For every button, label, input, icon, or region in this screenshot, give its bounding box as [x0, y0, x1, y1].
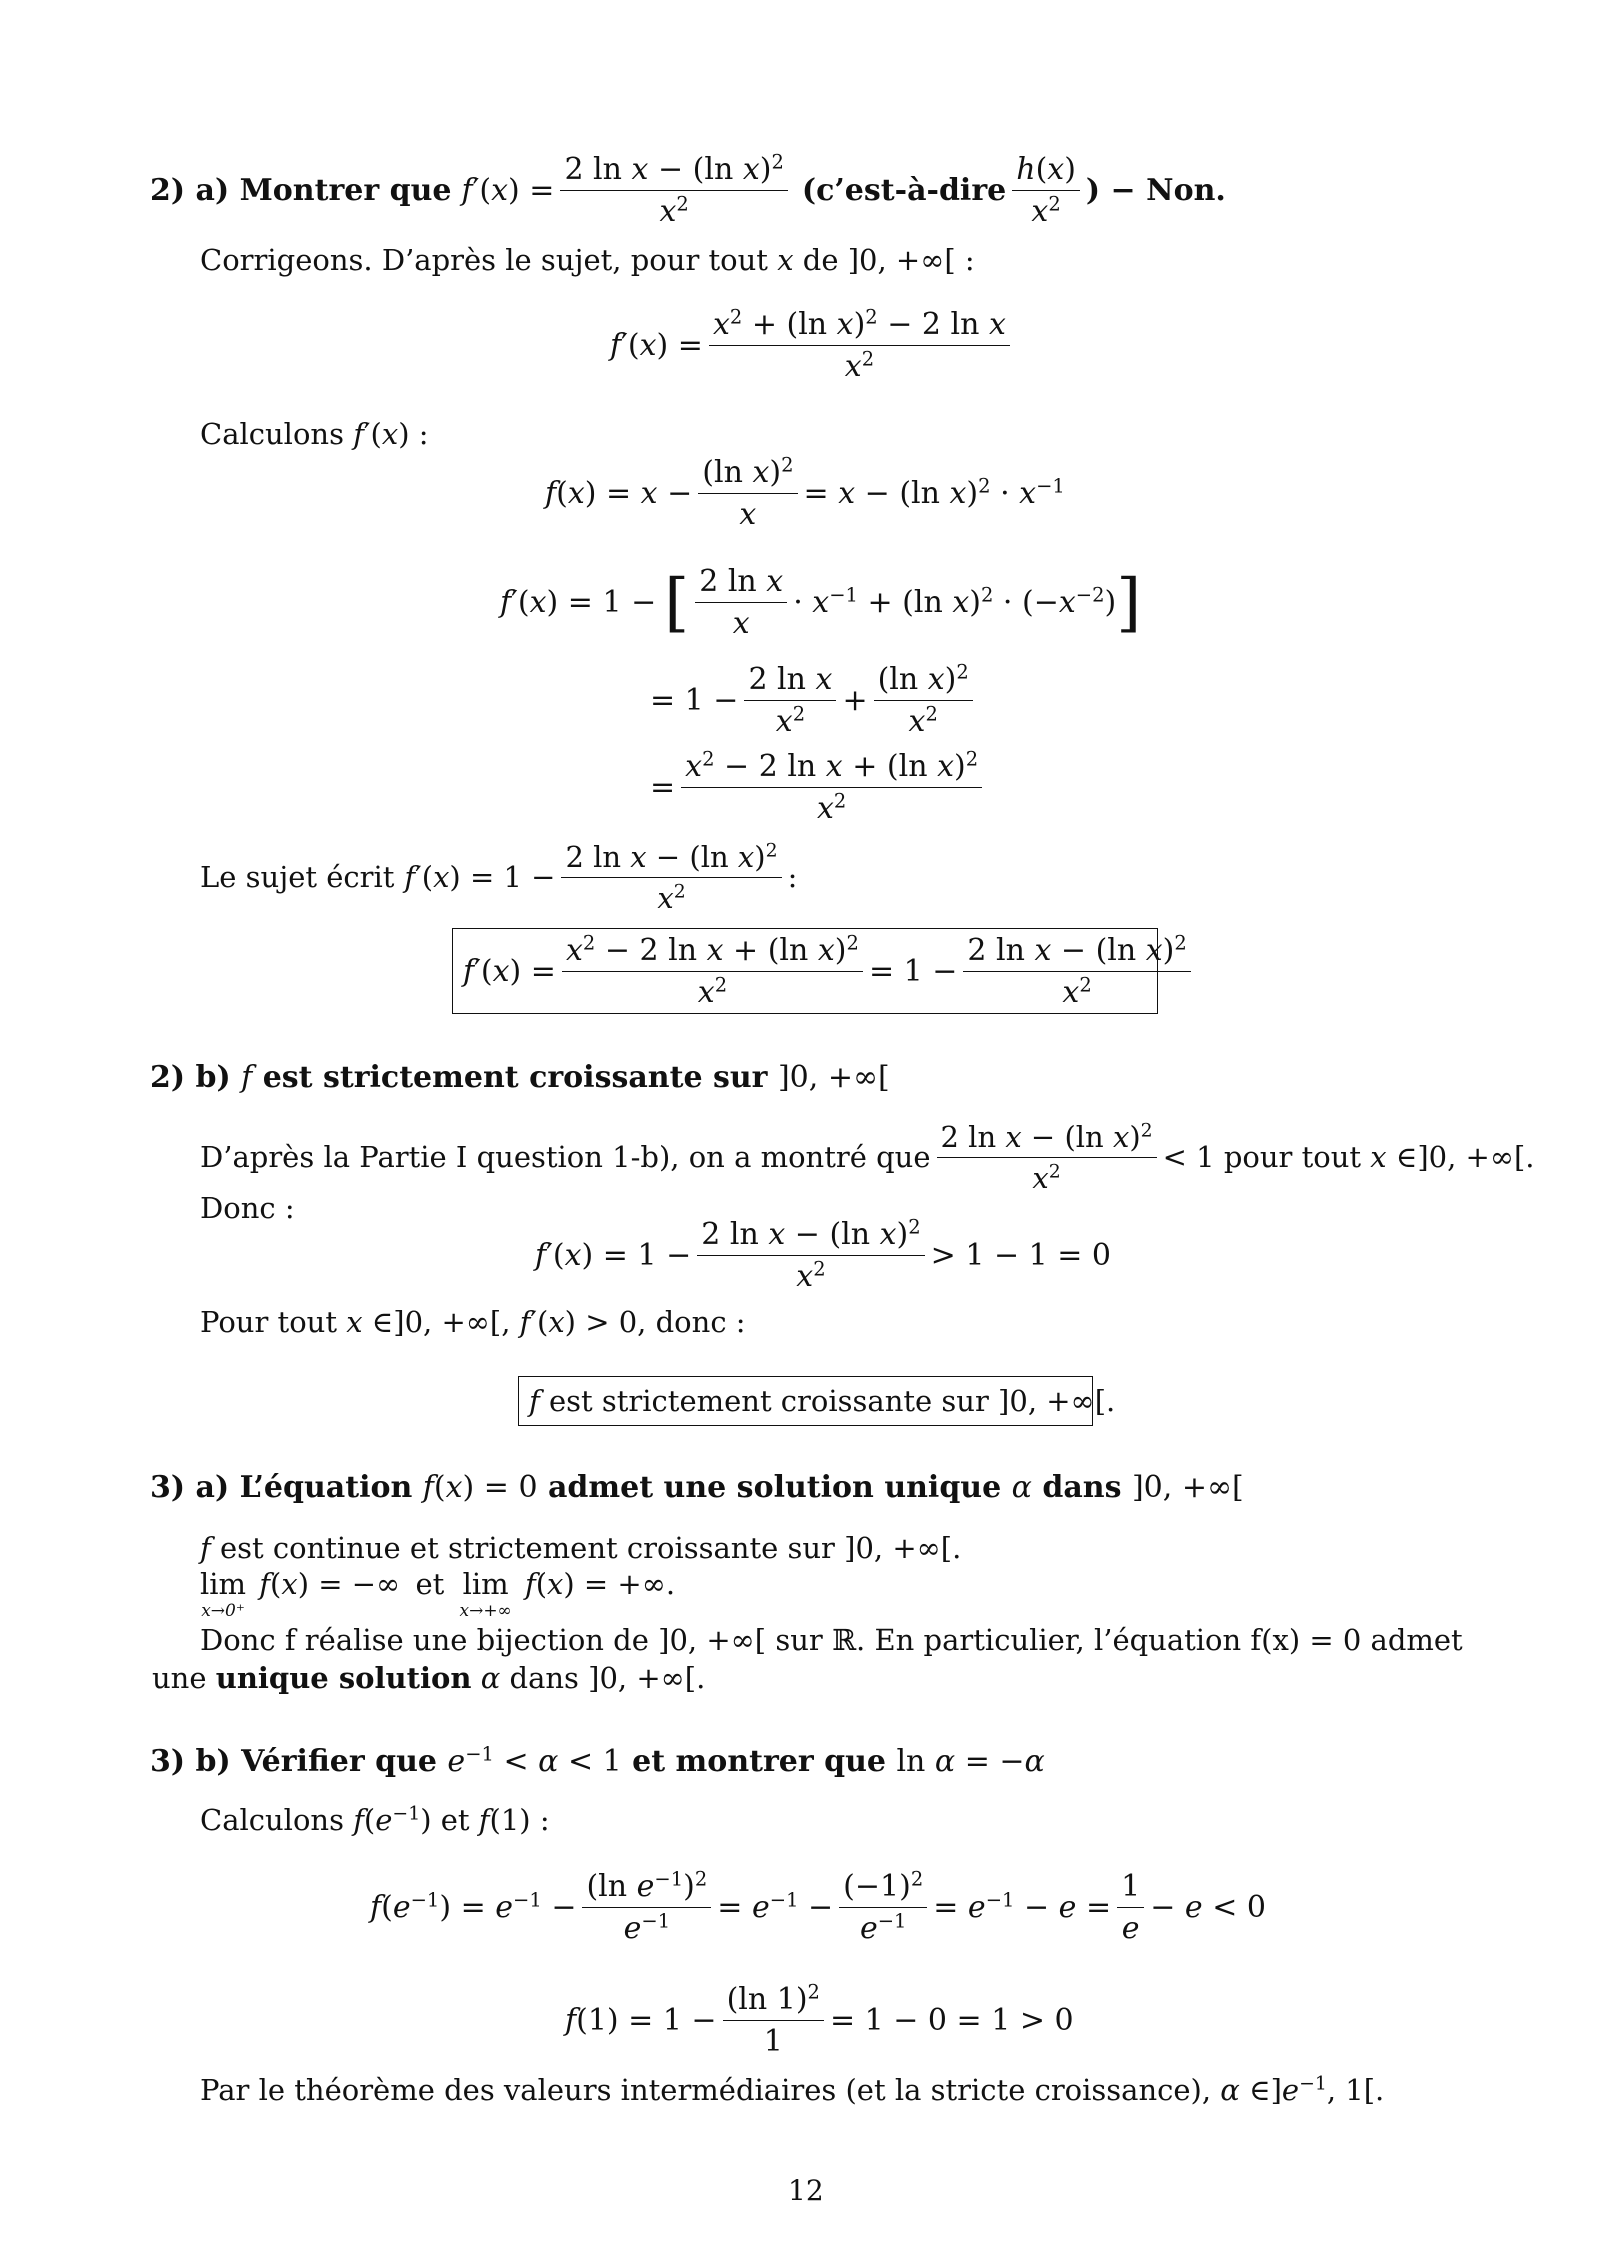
- eq-f-one: f(1) = 1 − $\frac{(\ln 1)^2}{1}$ = 1 − 0 = 1 > 0: [565, 1979, 1074, 2059]
- calc-values-line: Calculons $f(e^{-1})$ et f(1) :: [200, 1803, 550, 1837]
- heading-3a: 3) a) L’équation f(x) = 0 admet une solution unique α dans ]0, +∞[: [150, 1470, 1244, 1505]
- eq-f-e-inverse: $f(e^{-1}) = e^{-1}$ − $\frac{(\ln e^{-1})^2}{e^{-1}}$ = $e^{-1}$ − $\frac{(-1)^2}{e^{-1}}$ = $e^{-1} - e$ = $\frac{1}{e}$ − e < 0: [370, 1866, 1266, 1946]
- eq-fprime-step1: f′(x) = 1 − [ $\frac{\text{2 ln x}}{x}$ · $x^{-1} + (\ln$ $x)^2 \cdot (-x^{-2})$ ]: [500, 564, 1142, 641]
- heading-2a: 2) a) Montrer que f′(x) = $\frac{2 \ln x - (\ln x)^2}{x^2}$ (c’est-à-dire $\frac{h(x)}{x^2}$ ) − Non.: [150, 149, 1226, 229]
- eq-fprime-sujet: f′(x) = $\frac{x^2 + (\ln x)^2 - 2 \ln x}{x^2}$: [610, 300, 1016, 390]
- intro-line: Corrigeons. D’après le sujet, pour tout x de ]0, +∞[ :: [200, 243, 975, 277]
- boxed-result-fprime: f′(x) = $\frac{x^2 - 2 \ln x + (\ln x)^2}{x^2}$ = 1 − $\frac{2 \ln x - (\ln x)^2}{x^2}$: [452, 928, 1158, 1014]
- unique-solution-line: une unique solution α dans ]0, +∞[.: [152, 1661, 706, 1695]
- page-number: 12: [788, 2174, 824, 2207]
- pour-tout-line: Pour tout x ∈]0, +∞[, f′(x) > 0, donc :: [200, 1305, 746, 1339]
- heading-3b: 3) b) Vérifier que $e^{-1} < \alpha < 1$ et montrer que ln α = −α: [150, 1742, 1045, 1779]
- sujet-ecrit-line: Le sujet écrit f′(x) = 1 − $\frac{2 \ln x - (\ln x)^2}{x^2}$ :: [200, 839, 798, 915]
- continuity-line: f est continue et strictement croissante sur ]0, +∞[.: [200, 1531, 962, 1565]
- eq-f-expr: f(x) = x − $\frac{(\ln x)^2}{x}$ = x − (ln $x)^2 \cdot x^{-1}$: [545, 452, 1065, 532]
- eq-fprime-step3: = $\frac{x^2 - 2 \ln x + (\ln x)^2}{x^2}$: [650, 742, 988, 832]
- heading-2a-prefix: 2) a) Montrer que: [150, 172, 452, 208]
- limits-line: lim x→0⁺ f(x) = −∞ et lim x→+∞ f(x) = +∞.: [200, 1567, 676, 1621]
- partie1-line: D’après la Partie I question 1-b), on a montré que $\frac{2 \ln x - (\ln x)^2}{x^2}$ < 1 pour tout x ∈]0, +∞[.: [200, 1119, 1535, 1195]
- donc-label: Donc :: [200, 1191, 295, 1225]
- tvi-line: Par le théorème des valeurs intermédiaires (et la stricte croissance), α $\in]e^{-1}$, 1[.: [200, 2073, 1385, 2107]
- heading-2a-suffix: ) − Non.: [1085, 172, 1226, 208]
- calc-label: Calculons f′(x) :: [200, 417, 429, 451]
- heading-2b: 2) b) f est strictement croissante sur ]0, +∞[: [150, 1060, 890, 1095]
- bijection-line: Donc f réalise une bijection de ]0, +∞[ sur ℝ. En particulier, l’équation f(x) = 0 admet: [200, 1623, 1463, 1657]
- heading-2a-cest: (c’est-à-dire: [801, 172, 1007, 208]
- boxed-result-croissante: f est strictement croissante sur ]0, +∞[.: [518, 1376, 1093, 1426]
- eq-fprime-positive: f′(x) = 1 − $\frac{2 \ln x - (\ln x)^2}{x^2}$ > 1 − 1 = 0: [535, 1214, 1112, 1294]
- eq-fprime-step2: = 1 − $\frac{\text{2 ln x}}{x^2}$ + $\frac{(\ln x)^2}{x^2}$: [650, 655, 979, 745]
